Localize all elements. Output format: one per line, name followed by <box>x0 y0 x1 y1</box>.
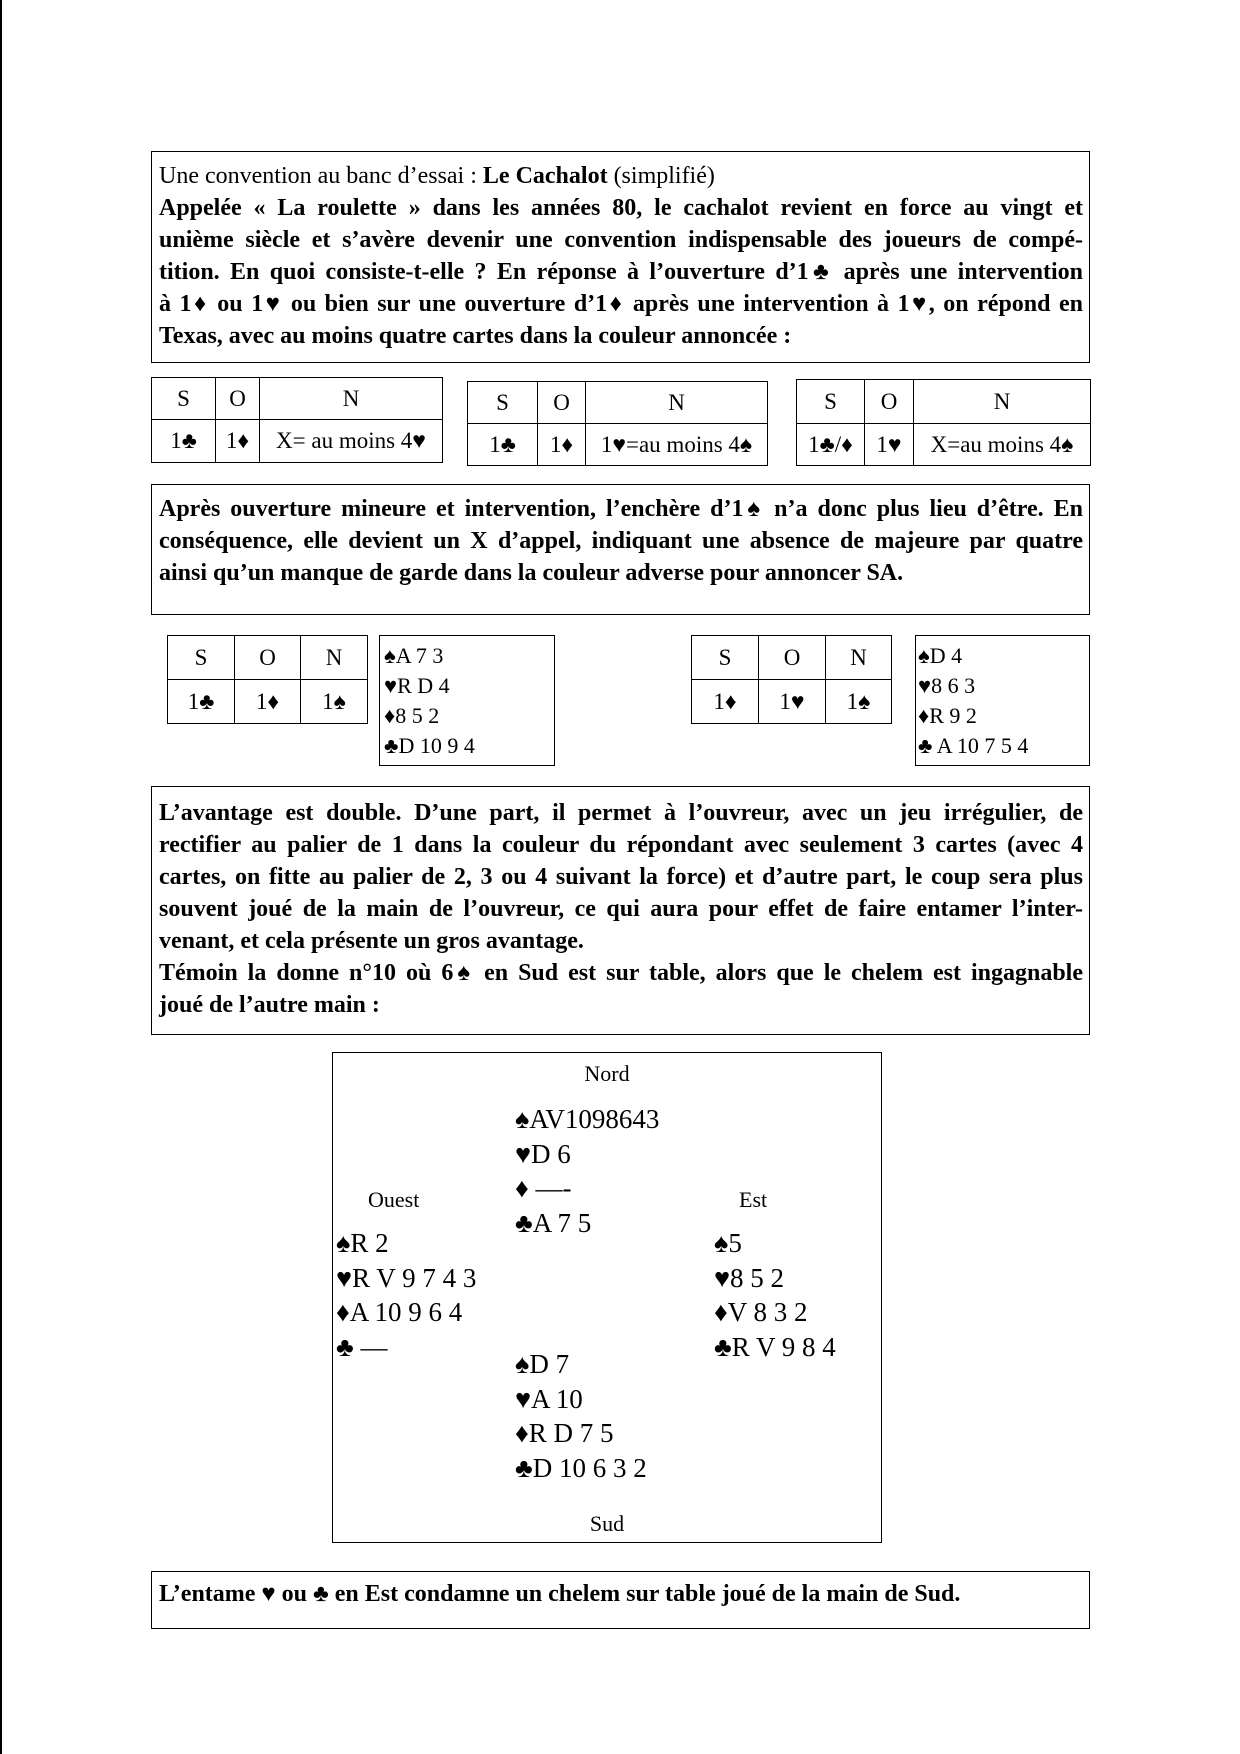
hand-clubs: ♣D 10 9 4 <box>384 733 475 758</box>
title-prefix: Une convention au banc d’essai : <box>159 163 483 189</box>
article-title <box>159 160 1083 192</box>
auction-table-2 <box>467 381 768 466</box>
bid-south: 1♣/♦ <box>797 424 865 466</box>
hand-clubs: ♣ A 10 7 5 4 <box>918 733 1029 758</box>
east-hand <box>714 1226 836 1365</box>
title-suffix: (simplifié) <box>607 163 715 189</box>
paragraph-line: conséquence, elle devient un X d’appel, indiquant une absence de majeure par quatre <box>159 528 1083 554</box>
bid-south: 1♣ <box>468 424 538 466</box>
south-label: Sud <box>589 1511 625 1536</box>
east-clubs: ♣R V 9 8 4 <box>714 1332 836 1363</box>
page-edge-line <box>0 0 2 1754</box>
south-hearts: ♥A 10 <box>515 1383 583 1414</box>
paragraph-line: ainsi qu’un manque de garde dans la couleur adverse pour annoncer SA. <box>159 560 904 586</box>
paragraph-line: Témoin la donne n°10 où 6♠ en Sud est sur table, alors que le chelem est ingagnable <box>159 960 1083 986</box>
north-spades: ♠AV1098643 <box>515 1104 660 1134</box>
bid-north: X=au moins 4♠ <box>914 424 1091 466</box>
deal-diagram <box>332 1052 882 1543</box>
advantage-box <box>151 786 1090 1035</box>
paragraph-line: L’avantage est double. D’une part, il permet à l’ouvreur, avec un jeu irrégulier, de <box>159 800 1083 826</box>
south-diamonds: ♦R D 7 5 <box>515 1418 614 1449</box>
example-hand-1 <box>379 635 555 766</box>
header-south: S <box>152 378 216 420</box>
example-auction-table-1 <box>167 635 368 724</box>
bid-west: 1♦ <box>216 420 260 463</box>
hand-diamonds: ♦8 5 2 <box>384 703 440 728</box>
paragraph-line: Après ouverture mineure et intervention, l’enchère d’1♠ n’a donc plus lieu d’être. En <box>159 496 1083 522</box>
west-clubs: ♣ — <box>336 1332 388 1363</box>
east-diamonds: ♦V 8 3 2 <box>714 1297 808 1328</box>
east-hearts: ♥8 5 2 <box>714 1262 785 1293</box>
east-spades: ♠5 <box>714 1228 742 1258</box>
paragraph-line: cartes, on fitte au palier de 2, 3 ou 4 suivant la force) et d’autre part, le coup sera plus <box>159 864 1083 890</box>
west-label: Ouest <box>368 1187 420 1212</box>
header-west: O <box>538 382 586 424</box>
convention-name: Le Cachalot <box>482 163 608 189</box>
bid-north: 1♥=au moins 4♠ <box>586 424 768 466</box>
intro-box <box>151 151 1090 363</box>
hand-spades: ♠A 7 3 <box>384 643 444 668</box>
north-hand <box>515 1102 659 1241</box>
paragraph-line: joué de l’autre main : <box>159 992 380 1018</box>
header-west: O <box>759 636 826 680</box>
example-auction-table-2 <box>691 635 892 724</box>
header-south: S <box>692 636 759 680</box>
auction-table-3 <box>796 379 1091 466</box>
bid-north: X= au moins 4♥ <box>260 420 443 463</box>
west-hearts: ♥R V 9 7 4 3 <box>336 1262 477 1293</box>
bid-west: 1♦ <box>235 680 301 724</box>
intro-line: tition. En quoi consiste-t-elle ? En réponse à l’ouverture d’1♣ après une intervention <box>159 259 1083 285</box>
hand-spades: ♠D 4 <box>918 643 963 668</box>
header-north: N <box>826 636 892 680</box>
south-spades: ♠D 7 <box>515 1349 570 1379</box>
header-west: O <box>235 636 301 680</box>
south-hand <box>515 1347 647 1486</box>
intro-line: unième siècle et s’avère devenir une convention indispensable des joueurs de compé- <box>159 227 1083 253</box>
bid-west: 1♦ <box>538 424 586 466</box>
header-north: N <box>260 378 443 420</box>
west-spades: ♠R 2 <box>336 1228 389 1258</box>
north-clubs: ♣A 7 5 <box>515 1208 592 1239</box>
bid-north: 1♠ <box>826 680 892 724</box>
intro-line: à 1♦ ou 1♥ ou bien sur une ouverture d’1♦ après une intervention à 1♥, on répond en <box>159 291 1083 317</box>
paragraph-line: rectifier au palier de 1 dans la couleur du répondant avec seulement 3 cartes (avec 4 <box>159 832 1083 858</box>
conclusion-text: L’entame ♥ ou ♣ en Est condamne un chelem sur table joué de la main de Sud. <box>159 1581 961 1607</box>
south-clubs: ♣D 10 6 3 2 <box>515 1453 647 1484</box>
auction-table-1 <box>151 377 443 463</box>
bid-west: 1♥ <box>865 424 914 466</box>
west-diamonds: ♦A 10 9 6 4 <box>336 1297 463 1328</box>
bid-south: 1♦ <box>692 680 759 724</box>
east-label: Est <box>739 1187 768 1212</box>
hand-hearts: ♥8 6 3 <box>918 673 976 698</box>
conclusion-box <box>151 1571 1090 1629</box>
header-south: S <box>797 380 865 424</box>
bid-north: 1♠ <box>301 680 368 724</box>
intro-line: Appelée « La roulette » dans les années 80, le cachalot revient en force au vingt et <box>159 195 1083 221</box>
bid-south: 1♣ <box>168 680 235 724</box>
double-explanation-box <box>151 484 1090 615</box>
hand-diamonds: ♦R 9 2 <box>918 703 977 728</box>
header-south: S <box>468 382 538 424</box>
north-label: Nord <box>584 1061 630 1086</box>
example-hand-2 <box>915 635 1090 766</box>
bid-south: 1♣ <box>152 420 216 463</box>
header-west: O <box>865 380 914 424</box>
north-diamonds: ♦ —- <box>515 1173 572 1204</box>
header-north: N <box>586 382 768 424</box>
header-west: O <box>216 378 260 420</box>
north-hearts: ♥D 6 <box>515 1138 571 1169</box>
west-hand <box>336 1226 476 1365</box>
intro-line: Texas, avec au moins quatre cartes dans la couleur annoncée : <box>159 323 792 349</box>
paragraph-line: venant, et cela présente un gros avantage. <box>159 928 584 954</box>
bid-west: 1♥ <box>759 680 826 724</box>
header-north: N <box>301 636 368 680</box>
header-north: N <box>914 380 1091 424</box>
paragraph-line: souvent joué de la main de l’ouvreur, ce qui aura pour effet de faire entamer l’inter- <box>159 896 1083 922</box>
header-south: S <box>168 636 235 680</box>
hand-hearts: ♥R D 4 <box>384 673 450 698</box>
